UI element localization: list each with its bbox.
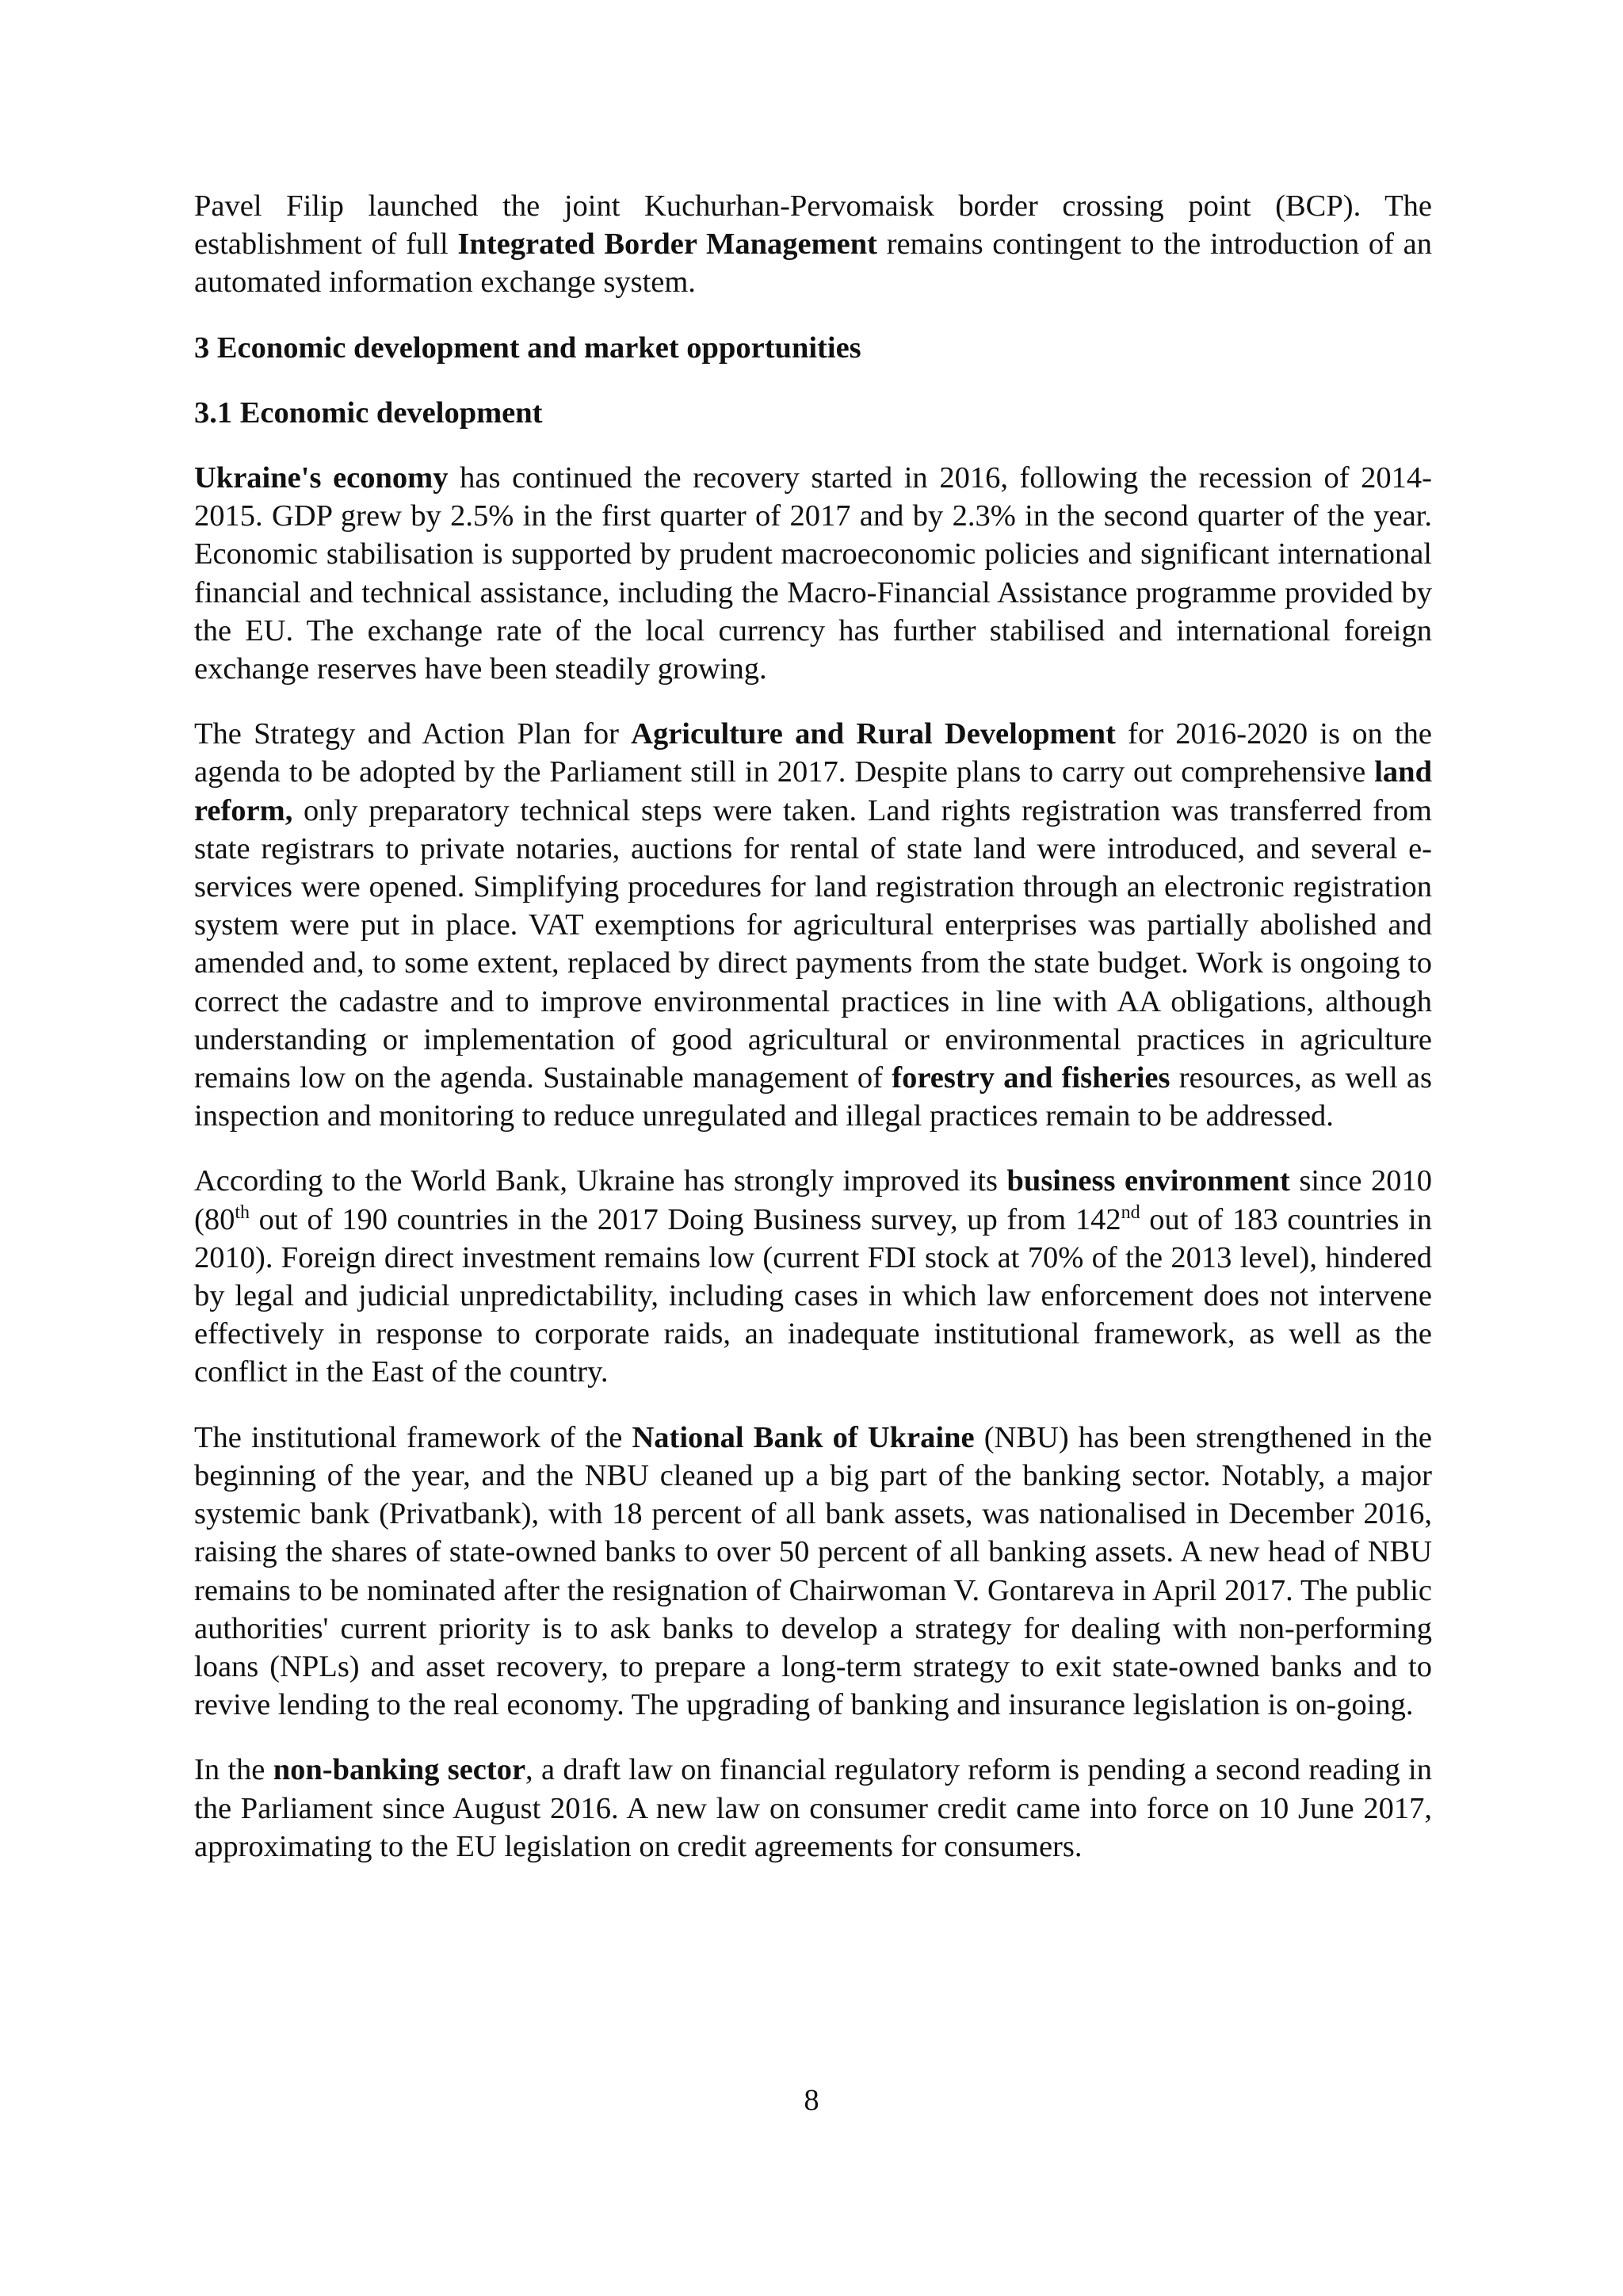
paragraph-national-bank bbox=[194, 1419, 1432, 1725]
text-run: since 2010 (80 bbox=[194, 1164, 1432, 1236]
text-run: remains contingent to the introduction of an automated information exchange system. bbox=[194, 227, 1432, 300]
bold-term-land-reform: land reform, bbox=[194, 755, 1432, 827]
section-heading-3: 3 Economic development and market opportunities bbox=[194, 330, 861, 365]
text-run: In the bbox=[194, 1753, 273, 1787]
bold-term-business-environment: business environment bbox=[1006, 1164, 1290, 1198]
text-run: has continued the recovery started in 2016, following the recession of 2014-2015. GDP grew by 2.5% in the first quarter of 2017 and by 2.3% in the second quarter of the year. Economic stabilisation is supported by prudent macroeconomic policies and significant international financial and technical assistance, including the Macro-Financial Assistance programme provided by the EU. The exchange rate of the local currency has further stabilised and international foreign exchange reserves have been steadily growing. bbox=[194, 461, 1432, 686]
superscript-ordinal: th bbox=[235, 1201, 250, 1223]
bold-term-national-bank-of-ukraine: National Bank of Ukraine bbox=[632, 1420, 975, 1454]
text-run: , a draft law on financial regulatory reform is pending a second reading in the Parliament since August 2016. A new law on consumer credit came into force on 10 June 2017, approximating to the EU legislation on credit agreements for consumers. bbox=[194, 1753, 1433, 1863]
bold-term-forestry-fisheries: forestry and fisheries bbox=[892, 1061, 1170, 1095]
document-page bbox=[194, 187, 1432, 1893]
paragraph-non-banking-sector bbox=[194, 1751, 1432, 1866]
bold-term-non-banking-sector: non-banking sector bbox=[273, 1753, 526, 1787]
text-run: Pavel Filip launched the joint Kuchurhan-Pervomaisk border crossing point (BCP). The establishment of full bbox=[194, 189, 1432, 262]
bold-term-integrated-border-management: Integrated Border Management bbox=[457, 227, 877, 262]
text-run: According to the World Bank, Ukraine has strongly improved its bbox=[194, 1164, 1007, 1198]
section-heading-3-1: 3.1 Economic development bbox=[194, 395, 543, 430]
text-run: The institutional framework of the bbox=[194, 1420, 632, 1454]
bold-term-ukraines-economy: Ukraine's economy bbox=[194, 461, 449, 495]
text-run: The Strategy and Action Plan for bbox=[194, 717, 632, 751]
superscript-ordinal: nd bbox=[1121, 1201, 1140, 1223]
paragraph-business-environment bbox=[194, 1162, 1432, 1391]
paragraph-agriculture bbox=[194, 715, 1432, 1135]
page-number: 8 bbox=[804, 2084, 819, 2117]
paragraph-ukraine-economy bbox=[194, 459, 1432, 688]
text-run: out of 183 countries in 2010). Foreign direct investment remains low (current FDI stock at 70% of the 2013 level), hindered by legal and judicial unpredictability, including cases in which law enforcement does not intervene effectively in response to corporate raids, an inadequate institutional framework, as well as the conflict in the East of the country. bbox=[194, 1202, 1432, 1389]
text-run: out of 190 countries in the 2017 Doing Business survey, up from 142 bbox=[250, 1202, 1121, 1236]
text-run: only preparatory technical steps were taken. Land rights registration was transferred from state registrars to private notaries, auctions for rental of state land were introduced, and several e-services were opened. Simplifying procedures for land registration through an electronic registration system were put in place. VAT exemptions for agricultural enterprises was partially abolished and amended and, to some extent, replaced by direct payments from the state budget. Work is ongoing to correct the cadastre and to improve environmental practices in line with AA obligations, although understanding or implementation of good agricultural or environmental practices in agriculture remains low on the agenda. Sustainable management of bbox=[194, 793, 1432, 1095]
bold-term-agriculture-rural-development: Agriculture and Rural Development bbox=[631, 717, 1116, 751]
text-run: (NBU) has been strengthened in the beginning of the year, and the NBU cleaned up a big part of the banking sector. Notably, a major systemic bank (Privatbank), with 18 percent of all bank assets, was nationalised in December 2016, raising the shares of state-owned banks to over 50 percent of all banking assets. A new head of NBU remains to be nominated after the resignation of Chairwoman V. Gontareva in April 2017. The public authorities' current priority is to ask banks to develop a strategy for dealing with non-performing loans (NPLs) and asset recovery, to prepare a long-term strategy to exit state-owned banks and to revive lending to the real economy. The upgrading of banking and insurance legislation is on-going. bbox=[194, 1420, 1433, 1722]
paragraph-border-management bbox=[194, 187, 1432, 302]
text-run: for 2016-2020 is on the agenda to be adopted by the Parliament still in 2017. Despite plans to carry out comprehensive bbox=[194, 717, 1432, 789]
text-run: resources, as well as inspection and monitoring to reduce unregulated and illegal practices remain to be addressed. bbox=[194, 1061, 1432, 1133]
